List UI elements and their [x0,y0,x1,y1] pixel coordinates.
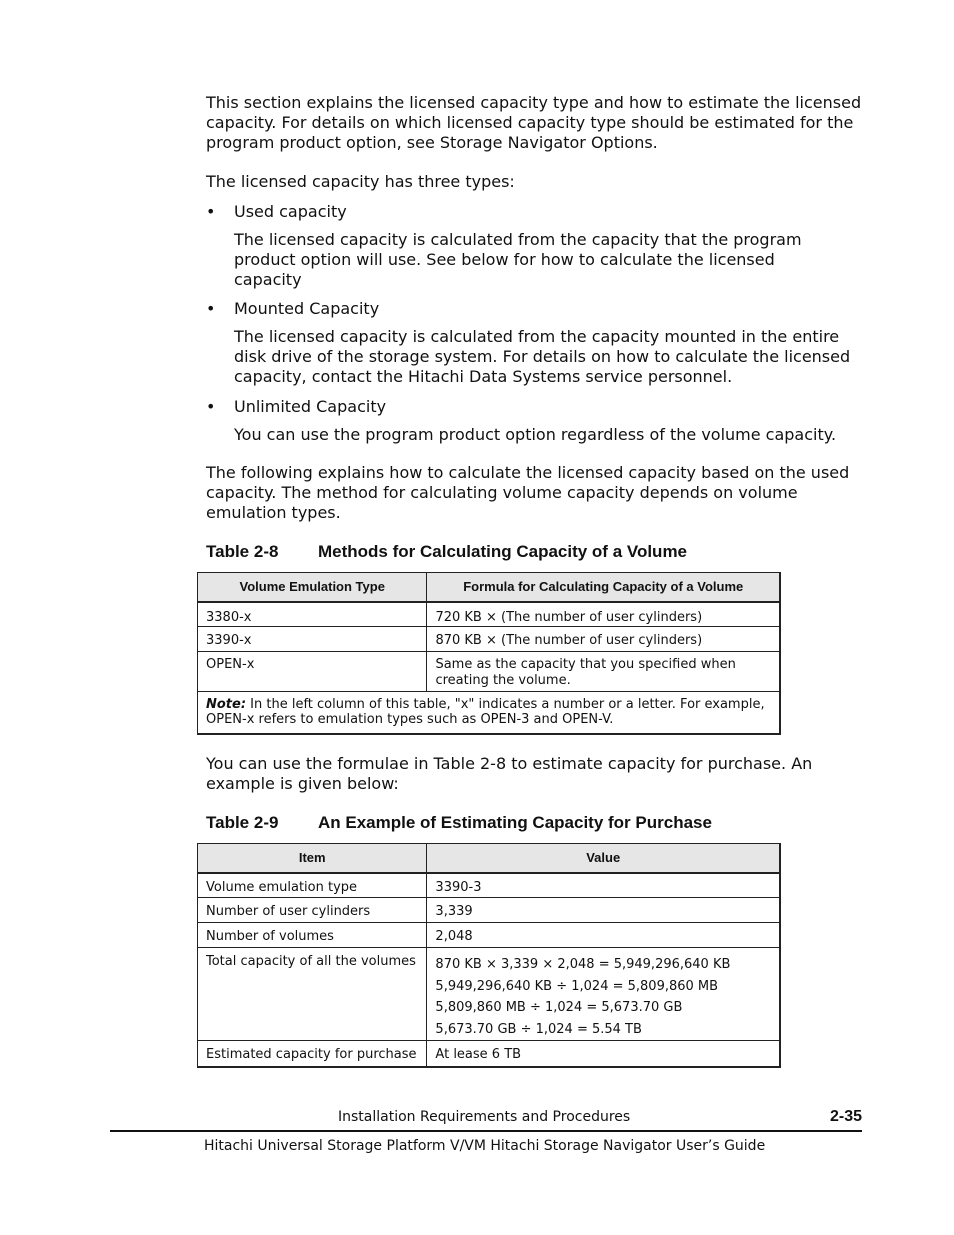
calculation-line: 870 KB × 3,339 × 2,048 = 5,949,296,640 KB [435,957,731,972]
table-row [198,873,781,898]
table-row [198,602,781,627]
types-intro: The licensed capacity has three types: [206,172,515,191]
table-row [198,1041,781,1067]
bullet-title: Unlimited Capacity [234,397,387,416]
table-cell: At lease 6 TB [427,1041,780,1067]
table-cell: Total capacity of all the volumes [198,948,427,1041]
table-row [198,627,781,652]
bullet-icon: • [206,397,216,416]
note-label: Note: [206,697,247,712]
bullet-description: You can use the program product option regardless of the volume capacity. [234,425,837,444]
table-cell: Number of volumes [198,923,427,948]
following-paragraph: The following explains how to calculate the licensed capacity based on the used capacity. The method for calculating volume capacity depends on volume emulation types. [206,463,850,522]
table-cell: 3,339 [427,898,780,923]
table-caption [206,542,687,562]
table-number: Table 2-8 [206,542,279,561]
table-cell [427,948,780,1041]
page-number: 2-35 [829,1108,862,1125]
capacity-methods-table [197,572,781,735]
table-title: Methods for Calculating Capacity of a Volume [318,542,688,561]
bullet-icon: • [206,299,216,318]
column-header: Formula for Calculating Capacity of a Volume [427,573,780,602]
footer-divider [110,1130,862,1132]
bullet-title: Mounted Capacity [234,299,380,318]
table-cell: Volume emulation type [198,873,427,898]
table-cell: 3380-x [198,602,427,627]
footer-guide-title: Hitachi Universal Storage Platform V/VM Hitachi Storage Navigator User’s Guide [204,1138,766,1154]
intro-paragraph: This section explains the licensed capacity type and how to estimate the licensed capacity. For details on which licensed capacity type should be estimated for the program product option, see Storage Navigator Options. [206,93,862,152]
table-row [198,898,781,923]
calculation-line: 5,949,296,640 KB ÷ 1,024 = 5,809,860 MB [435,978,719,994]
table-note [198,692,781,734]
column-header: Value [427,844,780,873]
table-cell: Same as the capacity that you specified when creating the volume. [427,652,780,692]
bullet-title: Used capacity [234,202,347,221]
table-cell: 2,048 [427,923,780,948]
estimate-example-table [197,843,781,1068]
column-header: Volume Emulation Type [198,573,427,602]
table-cell: Number of user cylinders [198,898,427,923]
bullet-icon: • [206,202,216,221]
table-cell: OPEN-x [198,652,427,692]
bullet-description: The licensed capacity is calculated from the capacity mounted in the entire disk drive of the storage system. For details on how to calculate the licensed capacity, contact the Hitachi Data Systems service personnel. [234,327,851,386]
bullet-description: The licensed capacity is calculated from the capacity that the program product option will use. See below for how to calculate the licensed capacity [234,230,802,289]
footer-section-title: Installation Requirements and Procedures [338,1109,631,1125]
table-row [198,923,781,948]
calculation-line: 5,673.70 GB ÷ 1,024 = 5.54 TB [435,1021,642,1037]
table-row [198,948,781,1041]
calculation-line: 5,809,860 MB ÷ 1,024 = 5,673.70 GB [435,1000,683,1015]
formulae-paragraph: You can use the formulae in Table 2-8 to estimate capacity for purchase. An example is given below: [206,754,813,793]
table-cell: 720 KB × (The number of user cylinders) [427,602,780,627]
table-cell: 3390-x [198,627,427,652]
table-cell: 3390-3 [427,873,780,898]
table-cell: Estimated capacity for purchase [198,1041,427,1067]
table-caption [206,813,712,833]
table-number: Table 2-9 [206,813,279,832]
table-title: An Example of Estimating Capacity for Purchase [318,813,712,832]
table-note-row [198,692,781,734]
table-row [198,652,781,692]
note-text: In the left column of this table, "x" indicates a number or a letter. For example, OPEN-x refers to emulation types such as OPEN-3 and OPEN-V. [206,697,765,727]
table-cell: 870 KB × (The number of user cylinders) [427,627,780,652]
column-header: Item [198,844,427,873]
